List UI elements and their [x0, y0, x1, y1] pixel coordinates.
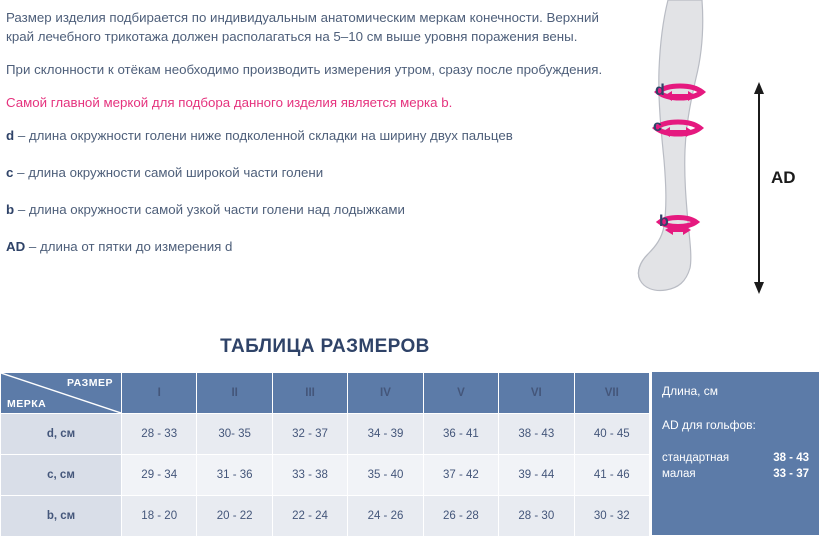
label-ad: AD [771, 168, 796, 187]
label-d: d [655, 82, 665, 99]
cell-b-2: 20 - 22 [197, 496, 272, 537]
definition-text-ad: – длина от пятки до измерения d [25, 239, 233, 254]
cell-d-7: 40 - 45 [574, 414, 649, 455]
cell-c-5: 37 - 42 [423, 455, 498, 496]
column-header-6: VI [499, 373, 574, 414]
definition-b [6, 200, 606, 219]
cell-c-3: 33 - 38 [272, 455, 347, 496]
length-option-small-value: 33 - 37 [773, 468, 809, 480]
size-table [0, 372, 650, 537]
cell-d-6: 38 - 43 [499, 414, 574, 455]
length-info-panel [652, 372, 819, 535]
cell-b-5: 26 - 28 [423, 496, 498, 537]
length-option-standard-name: стандартная [662, 452, 730, 464]
label-c: c [653, 118, 662, 135]
cell-b-3: 22 - 24 [272, 496, 347, 537]
row-label-d: d, см [1, 414, 122, 455]
definition-key-b: b [6, 202, 15, 217]
definition-ad [6, 237, 606, 256]
leg-illustration [630, 0, 819, 335]
length-option-small-name: малая [662, 468, 696, 480]
size-table-wrapper [0, 372, 650, 537]
length-option-standard [662, 452, 809, 464]
definition-d [6, 126, 606, 145]
cell-c-6: 39 - 44 [499, 455, 574, 496]
length-option-small [662, 468, 809, 480]
definition-c [6, 163, 606, 182]
label-b: b [659, 213, 669, 230]
definition-text-b: – длина окружности самой узкой части голени над лодыжками [14, 202, 405, 217]
column-header-4: IV [348, 373, 423, 414]
ad-measure-arrow [754, 82, 764, 294]
intro-paragraph-highlight: Самой главной меркой для подбора данного изделия является мерка b. [6, 95, 453, 110]
table-corner-cell [1, 373, 122, 414]
cell-d-3: 32 - 37 [272, 414, 347, 455]
table-row [1, 455, 650, 496]
cell-b-1: 18 - 20 [122, 496, 197, 537]
table-row [1, 414, 650, 455]
length-panel-subheader: AD для гольфов: [662, 418, 756, 432]
cell-d-2: 30- 35 [197, 414, 272, 455]
intro-paragraph-2: При склонности к отёкам необходимо производить измерения утром, сразу после пробуждения. [6, 62, 603, 77]
cell-c-2: 31 - 36 [197, 455, 272, 496]
column-header-5: V [423, 373, 498, 414]
page-title: ТАБЛИЦА РАЗМЕРОВ [220, 336, 430, 357]
length-panel-header: Длина, см [662, 384, 719, 398]
length-option-standard-value: 38 - 43 [773, 452, 809, 464]
column-header-2: II [197, 373, 272, 414]
table-row [1, 496, 650, 537]
cell-c-4: 35 - 40 [348, 455, 423, 496]
row-label-c: c, см [1, 455, 122, 496]
leg-silhouette-shape [638, 0, 702, 291]
intro-text-block [0, 0, 630, 340]
column-header-1: I [122, 373, 197, 414]
cell-c-7: 41 - 46 [574, 455, 649, 496]
corner-size-label: РАЗМЕР [67, 377, 113, 389]
definition-text-c: – длина окружности самой широкой части голени [13, 165, 324, 180]
corner-measure-label: МЕРКА [7, 398, 47, 410]
cell-b-7: 30 - 32 [574, 496, 649, 537]
intro-paragraph-1: Размер изделия подбирается по индивидуальным анатомическим меркам конечности. Верхний край лечебного трикотажа должен располагаться на 5–10 см выше уровня поражения вены. [6, 10, 599, 44]
definition-key-d: d [6, 128, 15, 143]
cell-d-5: 36 - 41 [423, 414, 498, 455]
cell-b-4: 24 - 26 [348, 496, 423, 537]
definition-text-d: – длина окружности голени ниже подколенной складки на ширину двух пальцев [14, 128, 513, 143]
cell-b-6: 28 - 30 [499, 496, 574, 537]
cell-d-4: 34 - 39 [348, 414, 423, 455]
cell-c-1: 29 - 34 [122, 455, 197, 496]
definition-key-ad: AD [6, 239, 26, 254]
cell-d-1: 28 - 33 [122, 414, 197, 455]
row-label-b: b, см [1, 496, 122, 537]
definition-key-c: c [6, 165, 14, 180]
column-header-3: III [272, 373, 347, 414]
column-header-7: VII [574, 373, 649, 414]
table-header-row [1, 373, 650, 414]
